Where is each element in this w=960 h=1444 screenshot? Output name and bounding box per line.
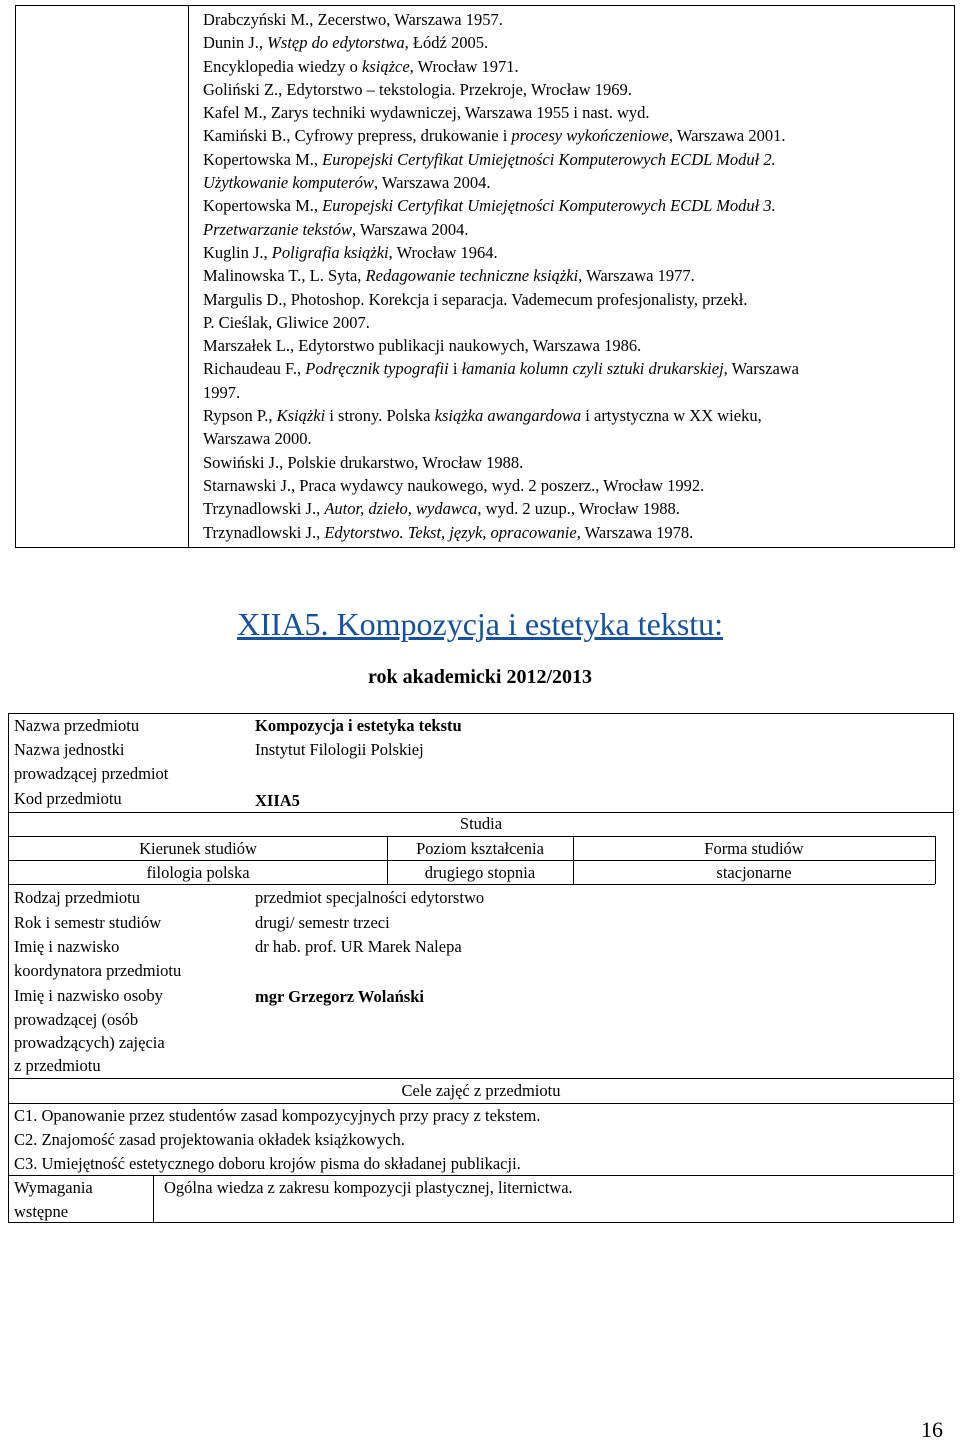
bibliography-text: Książki [276, 406, 326, 426]
year-label: Rok i semestr studiów [14, 913, 162, 932]
bibliography-text: Kopertowska M., [203, 149, 323, 169]
code-label: Kod przedmiotu [14, 789, 122, 808]
course-name-value: Kompozycja i estetyka tekstu [255, 716, 462, 735]
col-value-level: drugiego stopnia [424, 863, 536, 882]
bibliography-text: Sowiński J., Polskie drukarstwo, Wrocław 1988. [203, 452, 524, 472]
bibliography-text: , Warszawa 1978. [576, 522, 694, 542]
bibliography-line [203, 78, 948, 101]
teacher-value: mgr Grzegorz Wolański [255, 987, 424, 1006]
bibliography-line [203, 101, 948, 124]
bibliography-line [203, 264, 948, 287]
bibliography-text: książka awangardowa [434, 406, 582, 426]
requirements-label-line2: wstępne [14, 1202, 69, 1221]
bibliography-text: i strony. Polska [325, 406, 435, 426]
bibliography-line [203, 521, 948, 544]
page-number: 16 [921, 1417, 943, 1442]
teacher-label-line1: Imię i nazwisko osoby [14, 986, 163, 1005]
year-value: drugi/ semestr trzeci [255, 913, 390, 932]
bibliography-line [203, 381, 948, 404]
bibliography-text: Dunin J., [203, 33, 268, 53]
bibliography-line [203, 427, 948, 450]
teacher-label-line3: prowadzących) zajęcia [14, 1033, 165, 1052]
academic-year: rok akademicki 2012/2013 [367, 666, 593, 688]
studies-bottom-rule [9, 884, 935, 885]
requirements-value: Ogólna wiedza z zakresu kompozycji plastycznej, liternictwa. [164, 1178, 573, 1197]
bibliography-line [203, 357, 948, 380]
bibliography-text: Wstęp do edytorstwa [267, 33, 405, 53]
bibliography-text: Margulis D., Photoshop. Korekcja i separacja. Vademecum profesjonalisty, przekł. [203, 289, 748, 309]
bibliography-text: , Warszawa 2001. [668, 126, 786, 146]
teacher-label-line4: z przedmiotu [14, 1056, 101, 1075]
course-name-label: Nazwa przedmiotu [14, 716, 140, 735]
bibliography-text: Kuglin J., [203, 242, 272, 262]
bibliography-line [203, 31, 948, 54]
bibliography-text: Marszałek L., Edytorstwo publikacji naukowych, Warszawa 1986. [203, 336, 642, 356]
bibliography-text: Rypson P., [203, 406, 277, 426]
bibliography-line [203, 241, 948, 264]
bibliography-text: Podręcznik typografii [305, 359, 449, 379]
bibliography-text: , Wrocław 1964. [388, 242, 498, 262]
studies-header: Studia [459, 814, 503, 833]
bibliography-text: Trzynadlowski J., [203, 499, 325, 519]
bibliography-text: łamania kolumn czyli sztuki drukarskiej [461, 359, 724, 379]
bibliography-text: Europejski Certyfikat Umiejętności Komputerowych ECDL Moduł 3. [322, 196, 776, 216]
course-card [8, 713, 954, 1223]
bibliography-line [203, 8, 948, 31]
bibliography-line [203, 148, 948, 171]
bibliography-text: Poligrafia książki [271, 242, 389, 262]
col-value-field: filologia polska [146, 863, 250, 882]
bibliography-list [189, 6, 955, 548]
bibliography-line [203, 55, 948, 78]
teacher-label-line2: prowadzącej (osób [14, 1010, 139, 1029]
bibliography-table [15, 5, 955, 548]
bibliography-text: Encyklopedia wiedzy o [203, 56, 362, 76]
bibliography-text: , Warszawa [723, 359, 800, 379]
col-header-field: Kierunek studiów [139, 839, 257, 858]
bibliography-text: i artystyczna w XX wieku, [581, 406, 762, 426]
bibliography-text: Drabczyński M., Zecerstwo, Warszawa 1957. [203, 10, 503, 29]
bibliography-text: Użytkowanie komputerów [203, 173, 374, 193]
unit-label-line1: Nazwa jednostki [14, 740, 125, 759]
bibliography-text: książce [362, 56, 410, 76]
bibliography-label-cell [16, 6, 189, 548]
bibliography-line [203, 288, 948, 311]
bibliography-text: , Warszawa 2004. [351, 219, 469, 239]
bibliography-text: Richaudeau F., [203, 359, 306, 379]
bibliography-text: Edytorstwo. Tekst, język, opracowanie [324, 522, 577, 542]
bibliography-text: Malinowska T., L. Syta, [203, 266, 366, 286]
bibliography-text: 1997. [203, 382, 241, 402]
coordinator-value: dr hab. prof. UR Marek Nalepa [255, 937, 462, 956]
goal-c3: C3. Umiejętność estetycznego doboru krojów pisma do składanej publikacji. [14, 1154, 521, 1173]
bibliography-text: , Warszawa 2004. [373, 173, 491, 193]
bibliography-text: , Wrocław 1971. [409, 56, 519, 76]
bibliography-text: procesy wykończeniowe [511, 126, 669, 146]
studies-col-divider-1 [387, 836, 388, 884]
goal-c1: C1. Opanowanie przez studentów zasad kompozycyjnych przy pracy z tekstem. [14, 1106, 541, 1125]
bibliography-line [203, 218, 948, 241]
bibliography-text: Warszawa 2000. [203, 429, 312, 449]
bibliography-text: Starnawski J., Praca wydawcy naukowego, wyd. 2 poszerz., Wrocław 1992. [203, 475, 705, 495]
bibliography-line [203, 311, 948, 334]
studies-col-divider-3 [935, 836, 936, 884]
bibliography-text: Kafel M., Zarys techniki wydawniczej, Warszawa 1955 i nast. wyd. [203, 103, 650, 123]
bibliography-line [203, 497, 948, 520]
bibliography-line [203, 124, 948, 147]
code-value: XIIA5 [255, 791, 300, 810]
col-header-form: Forma studiów [704, 839, 804, 858]
col-header-level: Poziom kształcenia [416, 839, 544, 858]
bibliography-text: , wyd. 2 uzup., Wrocław 1988. [477, 499, 680, 519]
bibliography-text: P. Cieślak, Gliwice 2007. [203, 312, 370, 332]
bibliography-text: Kopertowska M., [203, 196, 323, 216]
col-value-form: stacjonarne [716, 863, 792, 882]
bibliography-line [203, 194, 948, 217]
bibliography-text: , Warszawa 1977. [578, 266, 695, 286]
bibliography-line [203, 171, 948, 194]
coordinator-label-line1: Imię i nazwisko [14, 937, 120, 956]
unit-value: Instytut Filologii Polskiej [255, 740, 424, 759]
bibliography-line [203, 334, 948, 357]
coordinator-label-line2: koordynatora przedmiotu [14, 961, 182, 980]
bibliography-text: Goliński Z., Edytorstwo – tekstologia. Przekroje, Wrocław 1969. [203, 79, 632, 99]
bibliography-text: , Łódź 2005. [404, 33, 489, 53]
section-title: XIIA5. Kompozycja i estetyka tekstu: [236, 606, 724, 642]
requirements-label-line1: Wymagania [14, 1178, 93, 1197]
bibliography-text: Autor, dzieło, wydawca [324, 499, 478, 519]
goals-header: Cele zajęć z przedmiotu [401, 1081, 561, 1100]
unit-label-line2: prowadzącej przedmiot [14, 764, 169, 783]
type-value: przedmiot specjalności edytorstwo [255, 888, 485, 907]
bibliography-text: Trzynadlowski J., [203, 522, 325, 542]
bibliography-text: i [448, 359, 462, 379]
goal-c2: C2. Znajomość zasad projektowania okładek książkowych. [14, 1130, 405, 1149]
bibliography-text: Kamiński B., Cyfrowy prepress, drukowanie i [203, 126, 512, 146]
bibliography-line [203, 404, 948, 427]
bibliography-text: Europejski Certyfikat Umiejętności Komputerowych ECDL Moduł 2. [322, 149, 776, 169]
bibliography-text: Redagowanie techniczne książki [365, 266, 579, 286]
bibliography-text: Przetwarzanie tekstów [203, 219, 352, 239]
type-label: Rodzaj przedmiotu [14, 888, 141, 907]
studies-col-divider-2 [573, 836, 574, 884]
bibliography-line [203, 474, 948, 497]
bibliography-line [203, 451, 948, 474]
